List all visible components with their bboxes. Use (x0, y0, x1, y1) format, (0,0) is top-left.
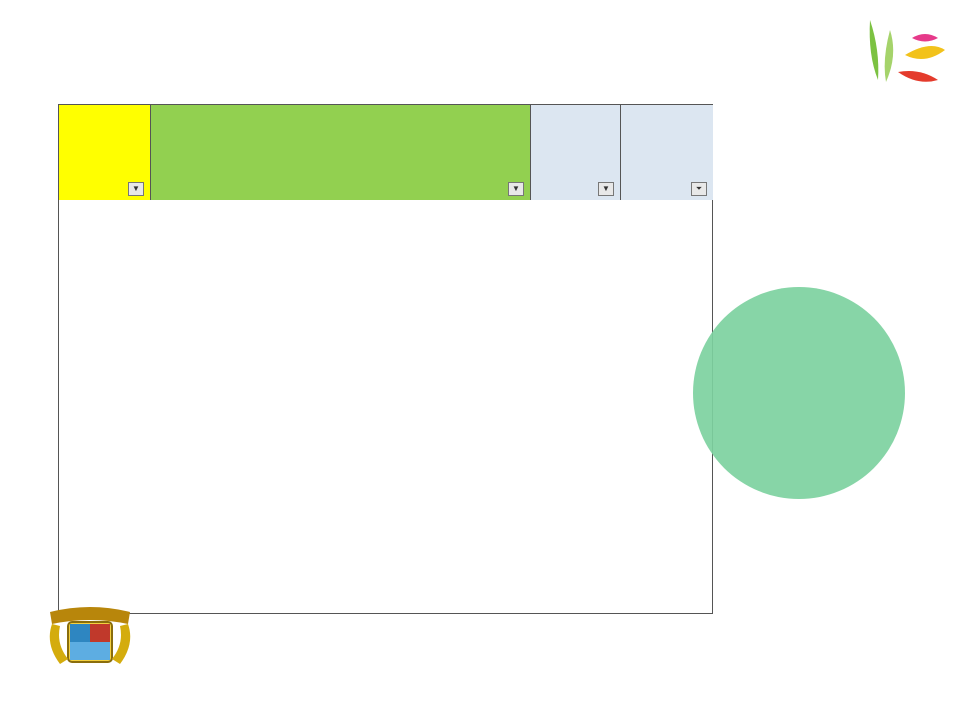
filter-dropdown-icon[interactable]: ▼ (128, 182, 144, 196)
legend-red-swatch (163, 673, 239, 703)
goals-table (58, 104, 713, 614)
header-indicador (151, 105, 531, 200)
legend-green-swatch (602, 673, 678, 703)
summary-circle (693, 287, 905, 499)
bolivar-leaves-logo (850, 10, 950, 110)
legend-yellow-swatch (375, 673, 451, 703)
gobernacion-shield-logo (40, 604, 140, 674)
filter-active-icon[interactable]: ⏷ (691, 182, 707, 196)
header-cump (621, 105, 713, 200)
filter-dropdown-icon[interactable]: ▼ (508, 182, 524, 196)
header-acum (531, 105, 621, 200)
filter-dropdown-icon[interactable]: ▼ (598, 182, 614, 196)
header-valor (59, 105, 151, 200)
